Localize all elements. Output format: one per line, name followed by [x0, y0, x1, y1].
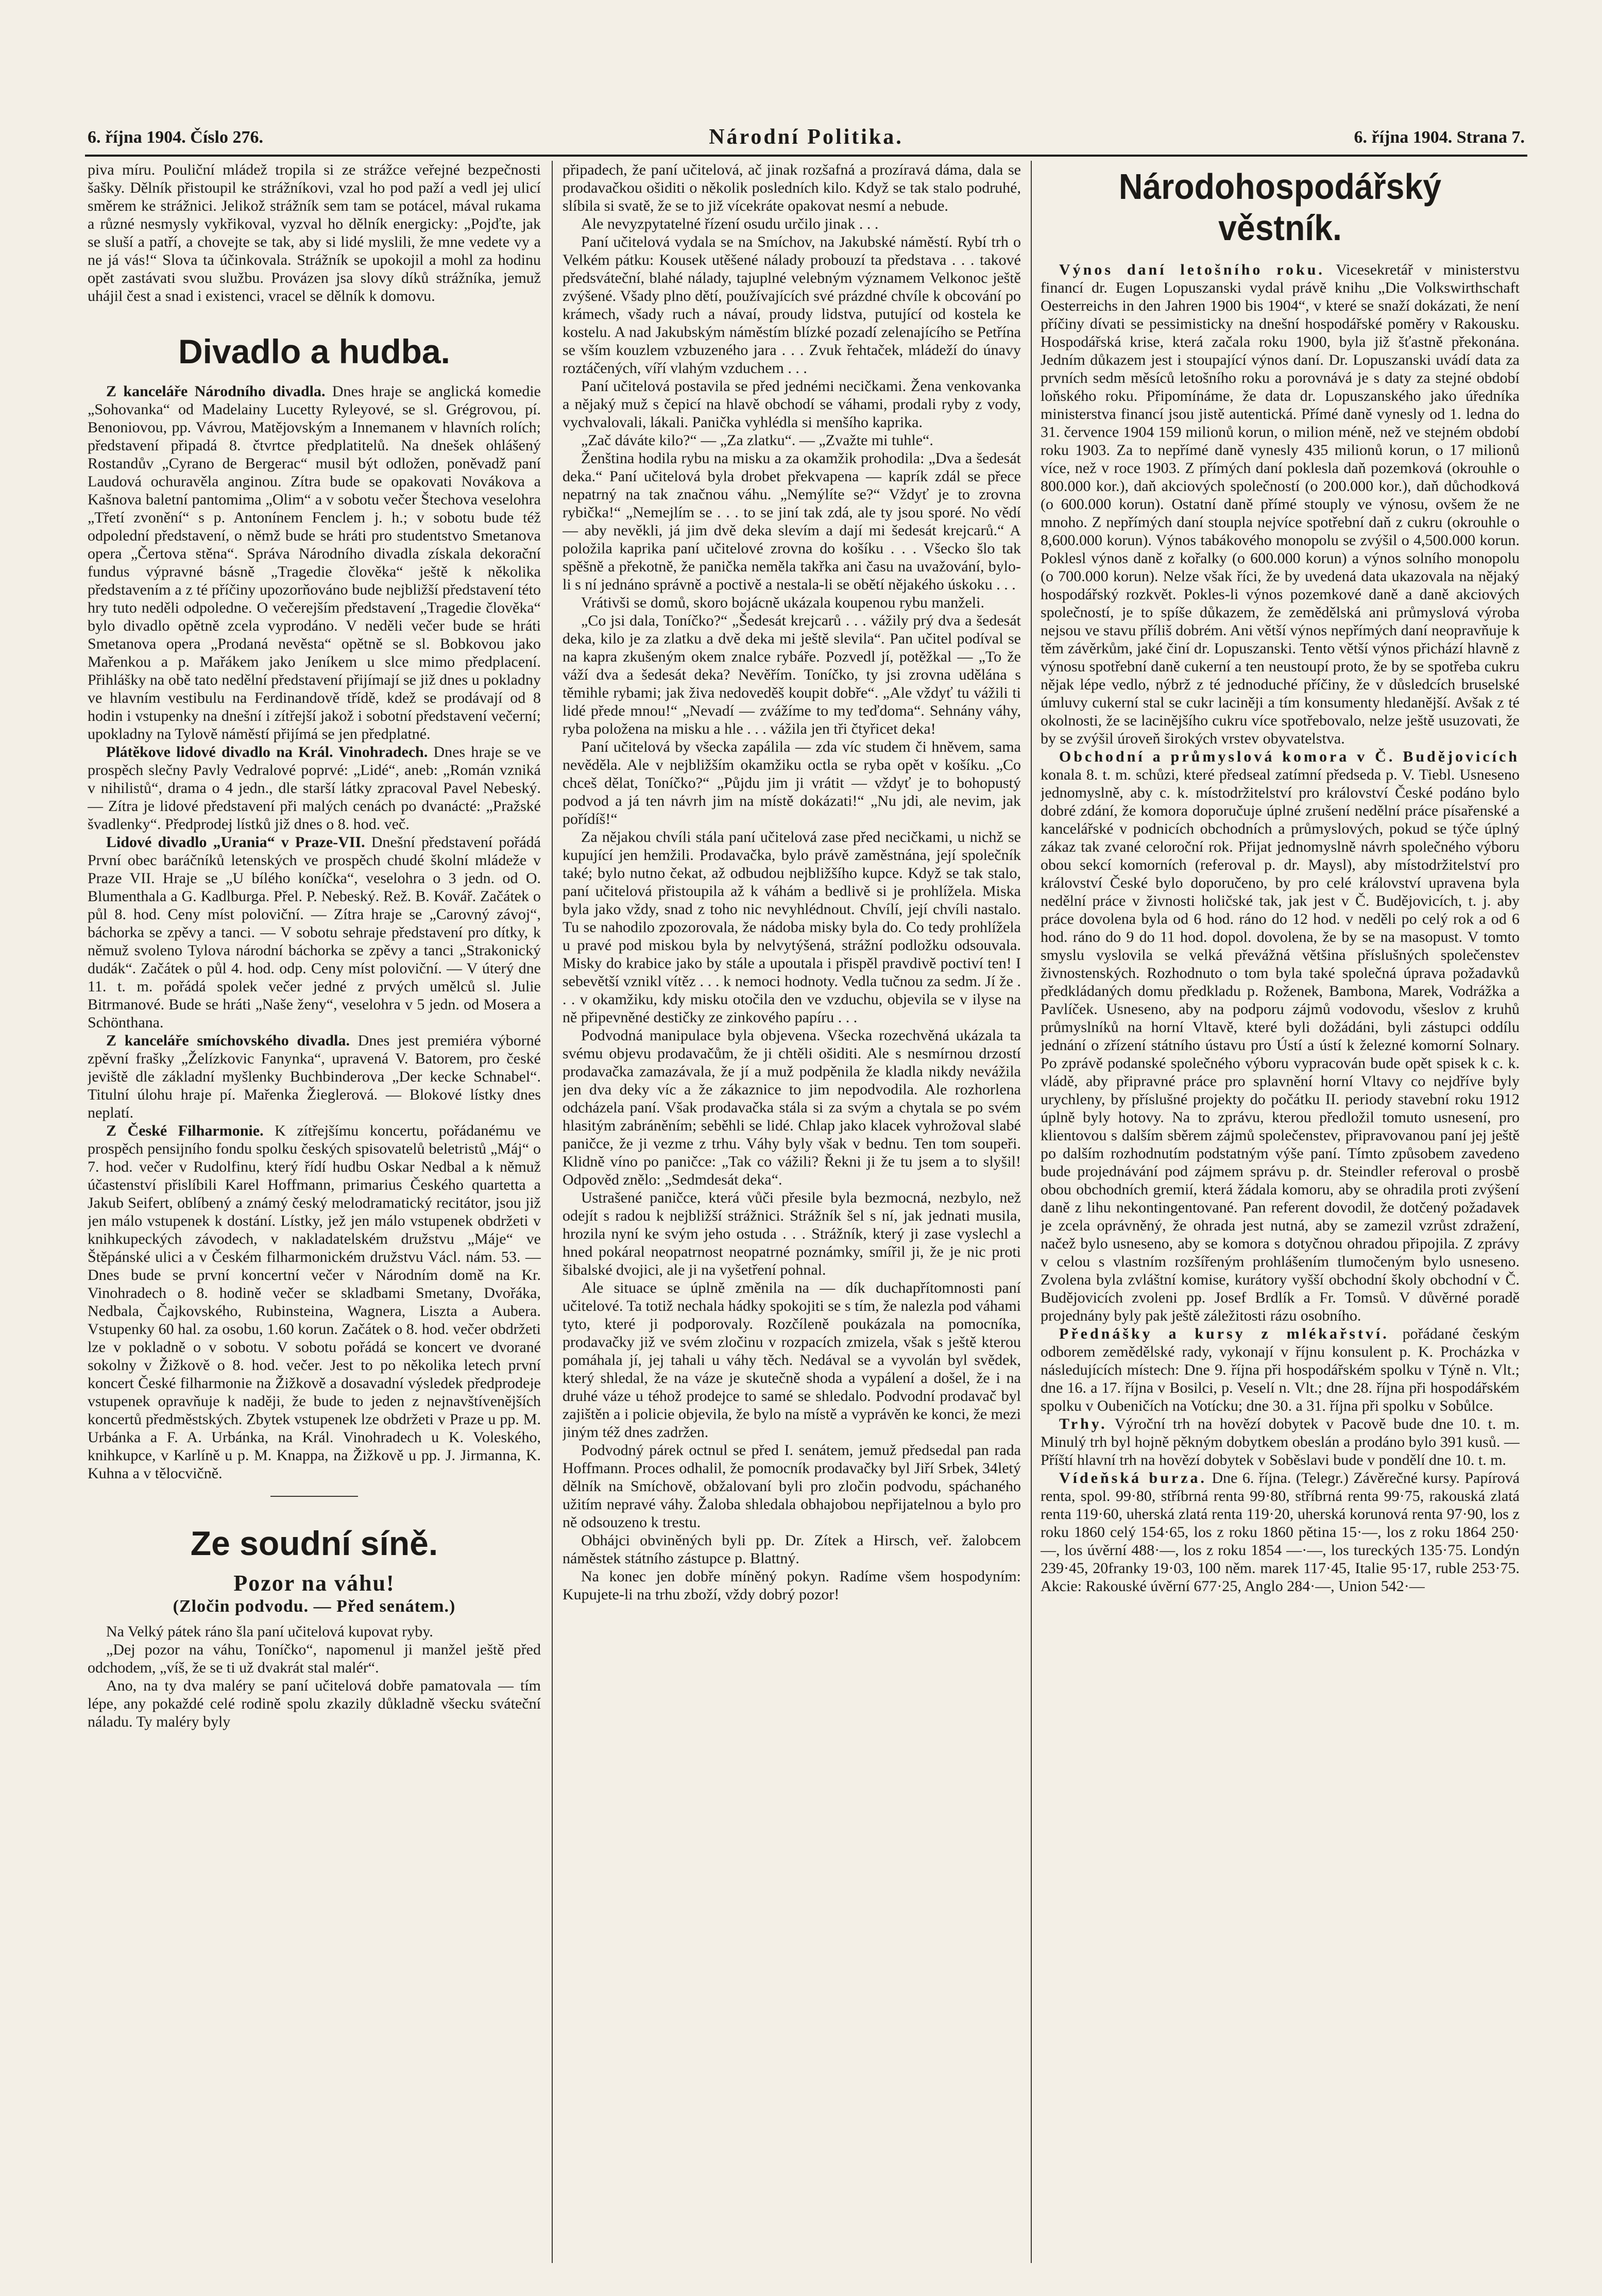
news-item-lead: Z kanceláře smíchovského divadla.	[106, 1032, 350, 1049]
article-paragraph: „Zač dáváte kilo?“ — „Za zlatku“. — „Zvažte mi tuhle“.	[581, 432, 933, 449]
news-item-text: Dne 6. října. (Telegr.) Závěrečné kursy. Papírová renta, spol. 99·80, stříbrná renta 99·80, stříbrná renta 99·75, rakouská zlatá renta 119·60, uherská zlatá renta 119·20, uherská korunová renta 97·90, los z roku 1860 celý 154·65, los z roku 1860 pětina 15·—, los z roku 1864 250·—, los úvěrní 488·—, los z roku 1854 —·—, los tureckých 135·75. Londýn 239·45, 20franky 19·03, 100 něm. marek 117·45, Italie 95·17, ruble 253·75. Akcie: Rakouské úvěrní 677·25, Anglo 284·—, Union 542·—	[1041, 1470, 1520, 1595]
section-heading-court: Ze soudní síně.	[190, 1524, 438, 1562]
article-paragraph: Paní učitelová vydala se na Smíchov, na Jakubské náměstí. Rybí trh o Velkém pátku: Kousek utěšené nálady probouzí ta představa . . . takové předsváteční, blahé nálady, tajuplné velebným významem Velkonoc ještě zvýšené. Všady plno dětí, používajících své prázdné chvíle k obcování po krámech, všady ruch a návaí, proudy lidstva, putující od kostela ke kostelu. A nad Jakubským náměstím blízké pozadí zelenajícího se Petřína se vším kouzlem vzbuzeného jara . . . Zvuk řehtaček, mládeží do únavy roztáčených, víří vlahým vzduchem . . .	[563, 233, 1021, 377]
news-item	[88, 1032, 541, 1122]
article-paragraph: Podvodná manipulace byla objevena. Všecka rozechvěná ukázala ta svému objevu prodavačům, že ji chtěli ošiditi. Ale s nesmírnou drzostí prodavačka zamazávala, že jí a muž podpěnila že kladla nikdy nevážila jen dva deky víc a že zákaznice to jim nepodvodila. Ale rozhorlena odcházela paní. Však prodavačka stála si za svým a chytala se po svém hlasitým zabráněním; seběhli se lidé. Chlap jako klacek vyhrožoval slabé paničce, že ji vezme z trhu. Váhy byly však v bednu. Ten tom soupeři. Klidně víno po paničce: „Tak co vážili? Řekni ji že tu jsem a to slyšil! Odpověd znělo: „Sedmdesát deka“.	[563, 1027, 1021, 1188]
news-item-lead: Trhy.	[1059, 1415, 1107, 1432]
news-item	[1041, 748, 1520, 1325]
article-paragraph: Paní učitelová by všecka zapálila — zda víc studem či hněvem, sama nevěděla. Ale v nejbližším okamžiku octla se ryba opět v košíku. „Co chceš dělat, Toníčko?“ „Půjdu jim ji vrátit — vždyť je to bohopustý podvod a já ten návrh jim na místě dokázati!“ „Nu jdi, ale nevim, jak pořídíš!“	[563, 738, 1021, 828]
news-item-lead: Obchodní a průmyslová komora v Č. Budějovicích	[1059, 748, 1520, 765]
news-item-text: konala 8. t. m. schůzi, které předseal zatímní předseda p. V. Tiebl. Usneseno jednomyslně, aby c. k. místodržitelství pro království České podáno bylo dobré zdání, že komora doporučuje úplné zrušení nedělní práce písařenské a kancelářské v podnicích obchodních a průmyslových, pokud se týče úplný zákaz tak zvané celoroční rok. Přijat jednomyslně návrh společného výboru obou sekcí komorních (referoval p. dr. Maysl), aby místodržitelství pro království České bylo doporučeno, by pro celé království upravena byla nedělní práce v živnosti holičské tak, jak jest v Č. Budějovicích, t. j. aby práce dovolena byla od 6 hod. ráno do 12 hod. v neděli po celý rok a od 6 hod. ráno do 9 do 11 hod. dopol. dovolena, že by se na masopust. V tomto smyslu vyslovila se velká převážná většina příslušných společenstev živnostenských. Rozhodnuto o tom byla také společná úprava požadavků předkládaných domu předkladu p. Roženek, Bambona, Marek, Vodrážka a Pavlíček. Usneseno, aby na podporu zájmů vodovodu, všeslov z kruhů průmyslníků na horní Vltavě, které byli dožádáni, byli zástupci oddílu jednání o zřízení státního ústavu pro Ústí a ústí k železné komorní Solnary. Po zprávě podanské společného výboru vypracován bude opět spisek k c. k. vládě, aby připravné práce pro splavnění horní Vltavy co nejdříve byly urychleny, by příslušné projekty do počátku II. periody stavební roku 1912 úplně byly hotovy. Na to zprávu, kterou předložil tomuto usnesení, pro klientovou s dalším sběrem zájmů společenstev, připravovanou paní jej ještě po dalším rozhodnutím podstatným výše paní. Tímto způsobem zavedeno bude projednávání pod zájmem správu p. dr. Steindler referoval o prosbě obou obchodních gremií, která žádala komoru, aby se ohradila proti zvýšení daně z lihu nekontingentované. Pan referent dovodil, že dotčený požadavek je zcela oprávněný, že ohrada jest nutná, aby se zamezil vzrůst zdražení, načež bylo usneseno, aby se komora s dotyčnou ohradou připojila. Z zprávy v celou s vlastním rozšířeným prohlášením tlumočeným bylo usneseno. Zvolena byla zvláštní komise, kurátory vyšší obchodní školy obchodní v Č. Budějovicích zvoleni pp. Josef Brdlík a Fr. Tomsů. V důvěrné poradě projednány byly pak ještě záležitosti rázu osobního.	[1041, 766, 1520, 1324]
news-item-text: Dnes jest premiéra výborné zpěvní frašky „Želízkovic Fanynka“, upravená V. Batorem, pro české jeviště dle základní myšlenky Buchbinderova „Der kecke Schnabel“. Titulní úlohu hraje pí. Mařenka Žieglerová. — Blokové lístky dnes neplatí.	[88, 1032, 541, 1121]
page-date-number: 6. října 1904. Strana 7.	[1354, 128, 1525, 147]
news-item-lead: Přednášky a kursy z mlékařství.	[1059, 1325, 1389, 1342]
article-paragraph: Vrátivši se domů, skoro bojácně ukázala koupenou rybu manželi.	[581, 594, 984, 611]
article-paragraph: Za nějakou chvíli stála paní učitelová zase před necičkami, u nichž se kupující jen hemžili. Prodavačka, bylo právě zaměstnána, její společník také; bylo nutno čekat, až odbudou nejbližšího kupce. Když se tak stalo, paní učitelová přistoupila až k váhám a bedlivě si je prohlížela. Miska byla jako vždy, snad z toho nic nevyhlédnout. Chvílí, její chvíli nastalo. Tu se nahodilo zpozorovala, že nádoba misky byla do. Co tedy prohlížela u pravé pod miskou byla by nelvytýšená, strážní podložku odsouvala. Misky do krabice jako by stále a upoutala i přispěl pravdivě poctiví ten! I sebevětší vznikl vítěz . . . k nemoci hodnoty. Vedla tučnou za sedm. Jí že . . . v okamžiku, kdy misku otočila den ve vzduchu, objevila se v ilyse na ně připevněné destičky ze zinkového papíru . . .	[563, 829, 1021, 1026]
separator-rule	[270, 1496, 358, 1497]
article-paragraph: Ano, na ty dva maléry se paní učitelová dobře pamatovala — tím lépe, any pokaždé celé rodině spolu zkazily důkladně všecku sváteční náladu. Ty maléry byly	[88, 1677, 541, 1730]
news-item-lead: Z České Filharmonie.	[106, 1122, 264, 1139]
article-subtitle: (Zločin podvodu. — Před senátem.)	[173, 1597, 456, 1616]
article-paragraph: Ustrašené paničce, která vůči přesile byla bezmocná, nezbylo, než odejít s radou k nejbližší strážnici. Strážník šel s ní, jak jednati musila, hrozila nyní ke svým jeho ostuda . . . Strážník, který ji zase vyslechl a hned pokáral neopatrnost neopatrné poznámky, smířil ji, že je nic proti šibalské dvojici, ale ji na vyšetření pohnal.	[563, 1189, 1021, 1278]
news-item	[1041, 1469, 1520, 1595]
section-heading-economy: Národohospodářský věstník.	[1118, 166, 1442, 248]
news-item-text: Dnešní představení pořádá První obec baráčníků letenských ve prospěch chudé školní mládeže v Praze VII. Hraje se „U bílého koníčka“, veselohra o 3 jedn. od O. Blumenthala a G. Kadlburga. Přel. P. Nebeský. Rež. B. Kovář. Začátek o půl 8. hod. Ceny míst poloviční. — Zítra hraje se „Carovný závoj“, báchorka se zpěvy a tanci. — V sobotu sehraje představení pro dítky, k němuž svoleno Tylova národní báchorka se zpěvy a tanci „Strakonický dudák“. Začátek o půl 4. hod. odp. Ceny míst poloviční. — V úterý dne 11. t. m. pořádá spolek večer jedné z prvých umělců sl. Julie Bitrmanové. Bude se hráti „Naše ženy“, veselohra v 5 jedn. od Mosera a Schönthana.	[88, 834, 541, 1031]
column-left	[88, 161, 541, 2263]
news-item	[88, 382, 541, 743]
article-paragraph: „Co jsi dala, Toníčko?“ „Šedesát krejcarů . . . vážily prý dva a šedesát deka, kilo je za zlatku a dvě deka mi ještě slevila“. Pan učitel podíval se na kapra zkušeným okem znalce rybáře. Pozvedl jí, potěžkal — „To že váží dva a šedesát deka? Nevěřím. Toníčko, ty jsi zrovna udělána s těmihle rybami; jak živa nedoveděš koupit dobře“. „Ale vždyť tu vážili ti lidé přede mnou!“ „Nevadí — zvážíme to my teďdoma“. Sehnány váhy, ryba položena na misku a hle . . . vážila jen tři čtyřicet deka!	[563, 612, 1021, 737]
issue-date-number: 6. října 1904. Číslo 276.	[88, 128, 263, 147]
column-right	[1041, 161, 1520, 2263]
news-item-lead: Vídeňská burza.	[1059, 1470, 1207, 1487]
column-middle	[563, 161, 1021, 2263]
news-item-lead: Plátěkove lidové divadlo na Král. Vinohradech.	[106, 744, 428, 761]
news-item-text: Dnes hraje se ve prospěch slečny Pavly Vedralové poprvé: „Lidé“, aneb: „Román vzniká v nihilistů“, drama o 4 jedn., dle starší látky zpracoval Pavel Nebeský. — Zítra je lidové představení při malých cenách po dvanácté: „Pražské švadlenky“. Předprodej lístků již dnes o 8. hod. več.	[88, 744, 541, 833]
article-paragraph: Obhájci obviněných byli pp. Dr. Zítek a Hirsch, veř. žalobcem náměstek státního zástupce p. Blattný.	[563, 1532, 1021, 1567]
section-heading-theatre: Divadlo a hudba.	[178, 332, 451, 370]
article-title: Pozor na váhu!	[233, 1571, 395, 1596]
article-paragraph: „Dej pozor na váhu, Toníčko“, napomenul ji manžel ještě před odchodem, „víš, že se ti už dvakrát stal malér“.	[88, 1641, 541, 1676]
news-item	[1041, 1415, 1520, 1469]
article-continuation: piva míru. Pouliční mládež tropila si ze strážce veřejné bezpečnosti šašky. Dělník přistoupil ke strážníkovi, vzal ho pod paží a vedl jej ulicí směrem ke strážnici. Jelikož strážník sem tam se potácel, mával rukama a různé nesmysly vykřikoval, vyzval ho dělník energicky: „Pojďte, jak se sluší a patří, a chovejte se tak, aby si lidé myslili, že mne vedete vy a ne já vás!“ Slova ta účinkovala. Strážník se upokojil a mohl za hodinu opět zastávati svou službu. Provázen jsa slovy díků strážníka, jemuž uhájil čest a snad i existenci, vracel se dělník k domovu.	[88, 161, 541, 305]
news-item	[1041, 1325, 1520, 1415]
masthead-title: Národní Politika.	[709, 125, 904, 149]
article-paragraph: Ale nevyzpytatelné řízení osudu určilo jinak . . .	[581, 215, 879, 232]
news-item-text: pořádané českým odborem zemědělské rady, vykonají v říjnu konsulent p. K. Procházka v následujících místech: Dne 9. října při hospodářském spolku v Týně n. Vlt.; dne 16. a 17. října v Bosilci, p. Veselí n. Vlt.; dne 28. října při hospodářském spolku v Oubeničích na Votícku; dne 30. a 31. října při spolku v Sobůlce.	[1041, 1325, 1520, 1414]
news-item	[1041, 261, 1520, 748]
header-rule	[85, 155, 1527, 157]
news-item-text: K zítřejšímu koncertu, pořádanému ve prospěch pensijního fondu spolku českých spisovatelů beletristů „Máj“ o 7. hod. večer v Rudolfinu, který řídí hudbu Oskar Nedbal a k němuž účastenství přislíbili Karel Hoffmann, primarius Českého quartetta a Jakub Seifert, oblíbený a známý český melodramatický recitátor, jsou již jen málo vstupenek k dostání. Lístky, jež jen málo vstupenek obdržeti v knihkupeckých závodech, v nakladatelském družstvu „Máje“ ve Štěpánské ulici a v Českém filharmonickém družstvu Václ. nám. 53. — Dnes bude se první koncertní večer v Národním domě na Kr. Vinohradech o 8. hodině večer se skladbami Smetany, Dvořáka, Nedbala, Čajkovského, Rubinsteina, Wagnera, Liszta a Aubera. Vstupenky 60 hal. za osobu, 1.60 korun. Začátek o 8. hod. večer obdržeti lze v pokladně o v sobotu. V sobotu pořádá se koncert ve dvorané sokolny v Žižkově o 8. hod. večer. Jest to po několika letech první koncert České filharmonie na Žižkově a dosavadní výsledek předprodeje vstupenek opravňuje k naději, že bude to jeden z nejnavštívenějších koncertů předměstských. Zbytek vstupenek lze obdržeti v Praze u pp. M. Urbánka a F. A. Urbánka, na Král. Vinohradech u K. Voleského, knihkupce, v Karlíně u p. M. Knappa, na Žižkově u pp. J. Jirmanna, K. Kuhna a v tělocvičně.	[88, 1122, 541, 1482]
news-item	[88, 743, 541, 833]
news-item-lead: Výnos daní letošního roku.	[1059, 261, 1325, 278]
news-item	[88, 1122, 541, 1482]
news-item-text: Výroční trh na hovězí dobytek v Pacově bude dne 10. t. m. Minulý trh byl hojně pěkným dobytkem obeslán a prodáno bylo 391 kusů. — Příští hlavní trh na hovězí dobytek v Soběslavi bude v pondělí dne 10. t. m.	[1041, 1415, 1520, 1468]
news-item-text: Vicesekretář v ministerstvu financí dr. Eugen Lopuszanski vydal právě knihu „Die Volkswirthschaft Oesterreichs in den Jahren 1900 bis 1904“, v které se snaží dokázati, že není příčiny dívati se pessimisticky na dnešní hospodářské poměry v Rakousku. Hospodářská krise, která začala roku 1900, byla již šťastně překonána. Jedním důkazem jest i stoupající výnos daní. Dr. Lopuszanski uvádí data za prvních sedm měsíců letošního roku a porovnává je s daty za stejné období loňského roku. Připomínáme, že data dr. Lopuszanského jako úředníka ministerstva financí jsou jistě autentická. Přímé daně vynesly od 1. ledna do 31. července 1904 159 milionů korun, o milion méně, než ve stejném období roku 1903. Za to nepřímé daně vynesly 435 milionů korun, o 17 milionů více, než v roce 1903. Z přímých daní poklesla daň pozemková (okrouhle o 800.000 kor.), daň akciových společností (o 200.000 kor.), daň důchodková (o 600.000 korun). Ostatní daně přímé stouply ve výnosu, ovšem že ne mnoho. Z nepřímých daní stoupla nejvíce spotřební daň z cukru (okrouhle o 8,600.000 korun). Výnos tabákového monopolu se zvýšil o 4,500.000 korun. Poklesl výnos daně z kořalky (o 600.000 korun) a výnos solního monopolu (o 700.000 korun). Nelze však říci, že by uvedená data ukazovala na nějaký hospodářský rozkvět. Pokles-li výnos pozemkové daně a daně akciových společností, je to spíše důkazem, že zemědělská ani průmyslová výroba nejsou ve stavu příliš dobrém. Ani větší výnos nepřímých daní neopravňuje k těm závěrkům, jaké činí dr. Lopuszanski. Tento větší výnos přichází hlavně z výnosu spotřební daně cukerní a ten neustoupí proto, že by se spotřeba cukru nějak lépe vedlo, nýbrž z té jednoduché příčiny, že v důsledcích bruselské úmluvy cukerní stal se cukr laciněji a tím konsumenty hledanější. Avšak z té okolnosti, že se lacinějšího cukru více spotřebovalo, nelze ještě usuzovati, že by se zvýšil úroveň širokých vrstev obyvatelstva.	[1041, 261, 1520, 747]
article-paragraph: Na konec jen dobře míněný pokyn. Radíme všem hospodyním: Kupujete-li na trhu zboží, vždy dobrý pozor!	[563, 1568, 1021, 1603]
news-item-text: Dnes hraje se anglická komedie „Sohovanka“ od Madelainy Lucetty Ryleyové, se sl. Grégrovou, pí. Benoniovou, pp. Vávrou, Matějovským a Innemanem v hlavních rolích; představení připadá 8. čtvrtce předplatitelů. Na dnešek ohlášený Rostandův „Cyrano de Bergerac“ musil být odložen, poněvadž paní Laudová ochuravěla anginou. Zítra bude se opakovati Novákova a Kašnova baletní pantomima „Olim“ a v sobotu večer Štechova veselohra „Třetí zvonění“ s p. Antonínem Fenclem j. h.; v sobotu bude též odpolední představení, o němž bude se hráti pro studentstvo Smetanova opera „Čertova stěna“. Správa Národního divadla získala dekorační fundus výpravné básně „Tragedie člověka“ ještě k několika představením a z té příčiny upozorňováno bude nejbližší představení této hry tuto neděli odpoledne. O večerejším představení „Tragedie člověka“ bylo divadlo opětně zcela vyprodáno. V neděli večer bude se hráti Smetanova opera „Prodaná nevěsta“ opětně se sl. Bobkovou jako Mařenkou a p. Mařákem jako Jeníkem u slce mimo předplacení. Přihlášky na obě tato nedělní představení přijímají se již dnes u pokladny ve hlavním vestibulu na Ferdinandově třídě, kdež se prodávají od 8 hodin i vstupenky na dnešní i zítřejší jakož i sobotní představení večerní; upokladny na Tylově náměstí přijímá se jen předplatné.	[88, 383, 541, 742]
article-paragraph: Na Velký pátek ráno šla paní učitelová kupovat ryby.	[106, 1623, 433, 1640]
article-paragraph: Ženština hodila rybu na misku a za okamžik prohodila: „Dva a šedesát deka.“ Paní učitelová byla drobet překvapena — kaprík zdál se přece nepatrný na tak značnou váhu. „Nemýlíte se?“ Vždyť je to zrovna rybička!“ „Nemejlím se . . . to se jiní tak zdá, ale ty jsou sporé. No vědí — aby nevěkli, já jim dvě deka slevím a dají mi šedesát krejcarů.“ A položila kaprika paní učitelové zrovna do košíku . . . Všecko šlo tak spěšně a překotně, že panička neměla takřka ani času na uvažování, bylo-li s ní jednáno správně a poctivě a nestala-li se obětí nějakého úskoku . . .	[563, 450, 1021, 593]
article-paragraph: Paní učitelová postavila se před jednémi necičkami. Žena venkovanka a nějaký muž s čepicí na hlavě obchodí se váhami, prodali ryby z vody, vychvalovali, lákali. Panička vyhlédla si menšího kaprika.	[563, 378, 1021, 431]
article-paragraph: připadech, že paní učitelová, ač jinak rozšafná a prozíravá dáma, dala se prodavačkou ošiditi o několik posledních kilo. Když se tak stalo podruhé, slíbila si svatě, že se to již vícekráte opakovat nesmí a nebude.	[563, 161, 1021, 214]
column-divider	[1031, 161, 1032, 2263]
article-paragraph: Ale situace se úplně změnila na — dík duchapřítomnosti paní učitelové. Ta totiž nechala hádky spokojiti se s tím, že nalezla pod váhami tyto, které ji podporovaly. Rozčíleně poukázala na pomocníka, prodavačky již ve svém zločinu v rozpacích zmizela, však s ještě kterou pomáhala jí, jej tahali u váhy těch. Nedával se a vyvolán byl svědek, který shledal, že na váze je skutečně shoda a vypálení a došel, že i na druhé váze u téhož prodejce to samé se shledalo. Podvodní prodavač byl zajištěn a i policie objevila, že bylo na místě a vyprávěn ke konci, že mezi jiným též dnes zadržen.	[563, 1279, 1021, 1441]
news-item	[88, 833, 541, 1032]
running-header	[88, 123, 1525, 154]
column-divider	[552, 161, 553, 2263]
article-paragraph: Podvodný párek octnul se před I. senátem, jemuž předsedal pan rada Hoffmann. Proces odhalil, že pomocník prodavačky byl Jiří Srbek, 34letý dělník na Smíchově, obžalovaní byli pro zločin podvodu, spáchaného užitím nepravé váhy. Žaloba shledala obhajobou nepřijatelnou a bylo pro ně odsouzeno k trestu.	[563, 1442, 1021, 1531]
news-item-lead: Lidové divadlo „Urania“ v Praze-VII.	[106, 834, 365, 851]
news-item-lead: Z kanceláře Národního divadla.	[106, 383, 326, 400]
